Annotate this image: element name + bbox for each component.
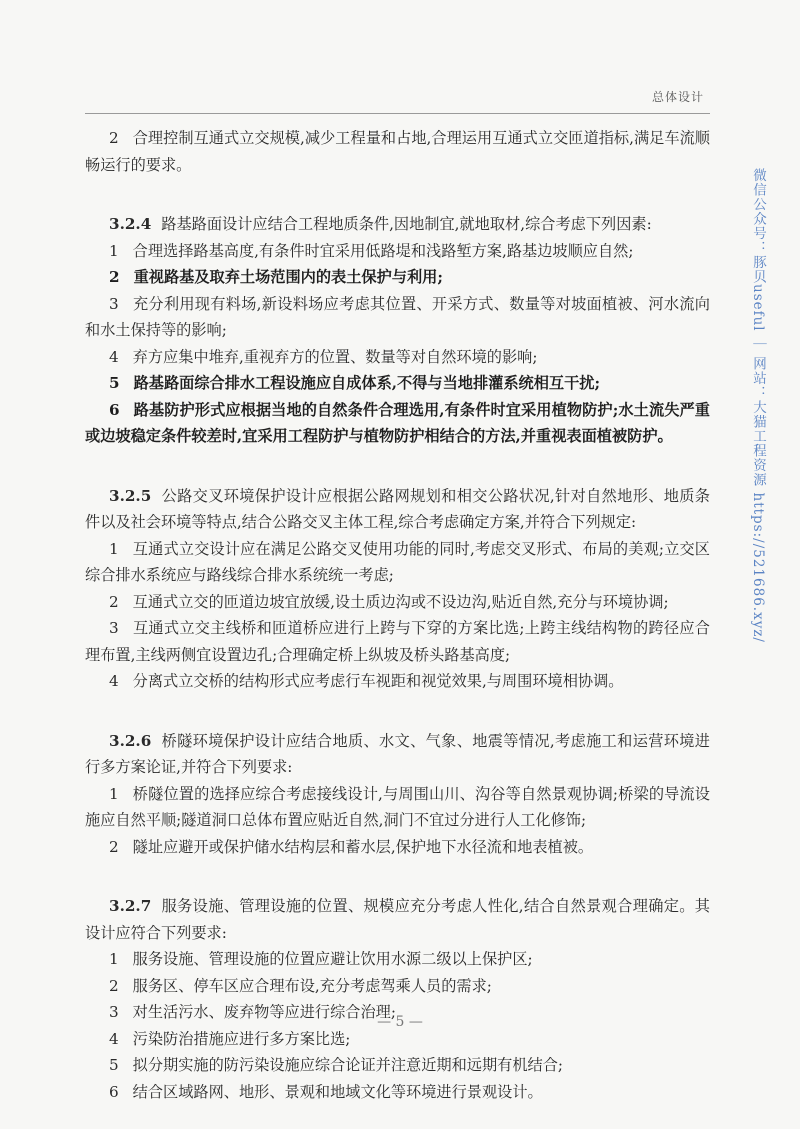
clause-number: 3.2.5	[109, 486, 152, 505]
item-text: 合理控制互通式立交规模,减少工程量和占地,合理运用互通式立交匝道指标,满足车流顺畅运行的要求。	[85, 129, 710, 174]
item-number: 3	[109, 294, 119, 313]
item-number: 2	[109, 976, 119, 995]
list-item	[85, 615, 710, 668]
list-item	[85, 397, 710, 450]
list-item	[85, 834, 710, 861]
item-text: 污染防治措施应进行多方案比选;	[132, 1029, 351, 1048]
item-text: 路基防护形式应根据当地的自然条件合理选用,有条件时宜采用植物防护;水土流失严重或边坡稳定条件较差时,宜采用工程防护与植物防护相结合的方法,并重视表面植被防护。	[85, 400, 710, 445]
item-number: 1	[109, 539, 119, 558]
item-text: 对生活污水、废弃物等应进行综合治理;	[132, 1003, 396, 1021]
item-number: 1	[109, 950, 119, 968]
clause-text: 桥隧环境保护设计应结合地质、水文、气象、地震等情况,考虑施工和运营环境进行多方案论证,并符合下列要求:	[85, 731, 710, 776]
item-number: 2	[109, 268, 120, 286]
clause-3-2-7	[85, 893, 710, 946]
list-item	[85, 946, 710, 973]
item-text: 互通式立交主线桥和匝道桥应进行上跨与下穿的方案比选;上跨主线结构物的跨径应合理布置,主线两侧宜设置边孔;合理确定桥上纵坡及桥头路基高度;	[85, 619, 710, 664]
list-item	[85, 125, 710, 178]
list-item	[85, 973, 710, 1000]
list-item	[85, 536, 710, 589]
header-rule	[85, 113, 710, 114]
item-text: 路基路面综合排水工程设施应自成体系,不得与当地排灌系统相互干扰;	[133, 374, 601, 392]
item-number: 2	[109, 837, 119, 856]
item-number: 1	[109, 784, 119, 803]
list-item	[85, 344, 710, 371]
item-number: 3	[109, 1003, 119, 1021]
item-text: 分离式立交桥的结构形式应考虑行车视距和视觉效果,与周围环境相协调。	[132, 672, 624, 690]
item-text: 隧址应避开或保护储水结构层和蓄水层,保护地下水径流和地表植被。	[132, 837, 594, 856]
clause-number: 3.2.4	[109, 215, 152, 233]
clause-3-2-6	[85, 728, 710, 781]
item-number: 5	[109, 374, 120, 392]
item-text: 结合区域路网、地形、景观和地域文化等环境进行景观设计。	[132, 1082, 543, 1101]
clause-text: 服务设施、管理设施的位置、规模应充分考虑人性化,结合自然景观合理确定。其设计应符合下列要求:	[85, 897, 710, 942]
item-text: 桥隧位置的选择应综合考虑接线设计,与周围山川、沟谷等自然景观协调;桥梁的导流设施应自然平顺;隧道洞口总体布置应贴近自然,洞门不宜过分进行人工化修饰;	[85, 784, 710, 829]
clause-3-2-5	[85, 483, 710, 536]
item-number: 5	[109, 1056, 119, 1074]
list-item	[85, 589, 710, 616]
item-text: 重视路基及取弃土场范围内的表土保护与利用;	[133, 268, 443, 286]
item-text: 服务设施、管理设施的位置应避让饮用水源二级以上保护区;	[132, 950, 533, 968]
item-text: 合理选择路基高度,有条件时宜采用低路堤和浅路堑方案,路基边坡顺应自然;	[132, 241, 634, 260]
clause-3-2-4	[85, 211, 710, 238]
list-item	[85, 1079, 710, 1106]
item-number: 4	[109, 1029, 119, 1048]
item-text: 充分利用现有料场,新设料场应考虑其位置、开采方式、数量等对坡面植被、河水流向和水土保持等的影响;	[85, 294, 710, 339]
list-item	[85, 668, 710, 695]
list-item	[85, 238, 710, 265]
item-number: 6	[109, 1082, 119, 1101]
item-number: 2	[109, 129, 119, 147]
clause-number: 3.2.6	[109, 731, 152, 750]
side-watermark: 微信公众号：豚贝useful ｜ 网站：大猫工程资源 https://521686.xyz/	[750, 168, 766, 643]
page-number: — 5 —	[377, 1014, 423, 1030]
clause-text: 路基路面设计应结合工程地质条件,因地制宜,就地取材,综合考虑下列因素:	[161, 215, 652, 233]
list-item	[85, 370, 710, 397]
item-number: 2	[109, 592, 119, 611]
document-body	[85, 125, 710, 1105]
list-item	[85, 291, 710, 344]
list-item	[85, 1052, 710, 1079]
item-text: 服务区、停车区应合理布设,充分考虑驾乘人员的需求;	[132, 976, 492, 995]
item-text: 互通式立交设计应在满足公路交叉使用功能的同时,考虑交叉形式、布局的美观;立交区综合排水系统应与路线综合排水系统统一考虑;	[85, 539, 710, 584]
list-item	[85, 264, 710, 291]
item-number: 4	[109, 347, 119, 366]
item-number: 6	[109, 400, 120, 419]
item-number: 3	[109, 619, 119, 637]
item-number: 4	[109, 672, 119, 690]
running-head: 总体设计	[651, 90, 704, 104]
clause-text: 公路交叉环境保护设计应根据公路网规划和相交公路状况,针对自然地形、地质条件以及社会环境等特点,结合公路交叉主体工程,综合考虑确定方案,并符合下列规定:	[85, 486, 710, 531]
item-text: 弃方应集中堆弃,重视弃方的位置、数量等对自然环境的影响;	[132, 347, 538, 366]
item-number: 1	[109, 241, 119, 260]
clause-number: 3.2.7	[109, 897, 152, 915]
item-text: 互通式立交的匝道边坡宜放缓,设土质边沟或不设边沟,贴近自然,充分与环境协调;	[132, 592, 669, 611]
list-item	[85, 781, 710, 834]
item-text: 拟分期实施的防污染设施应综合论证并注意近期和远期有机结合;	[132, 1056, 564, 1074]
